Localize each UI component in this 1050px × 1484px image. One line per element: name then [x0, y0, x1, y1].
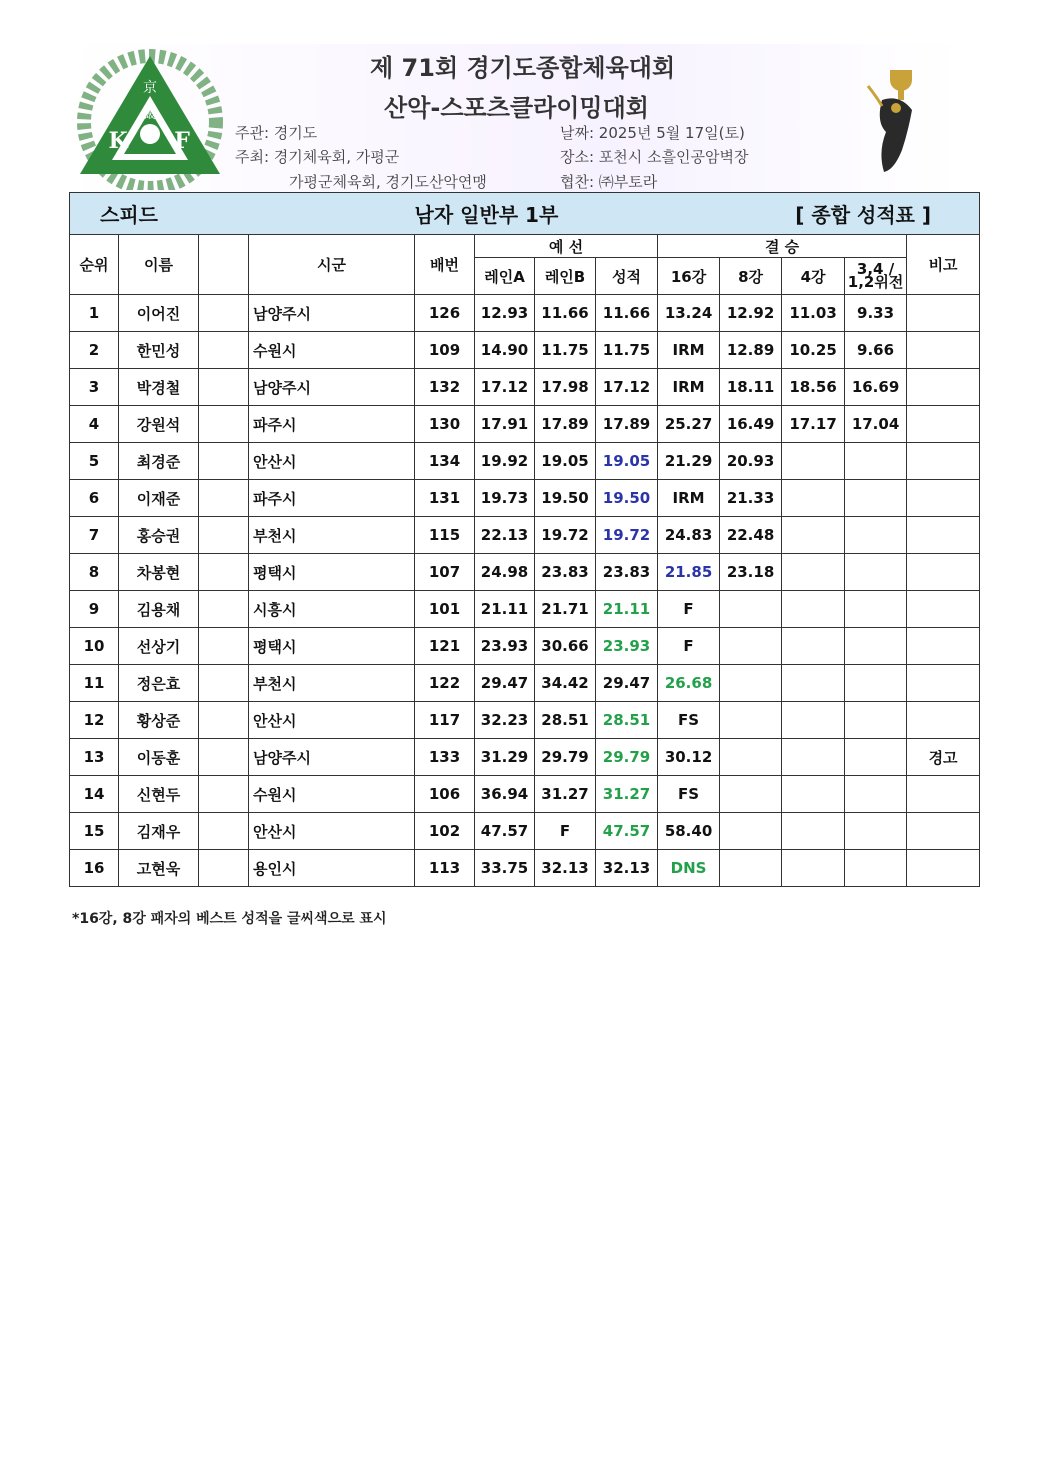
- medal-cell: 16.69: [845, 369, 907, 406]
- medal-cell: [845, 443, 907, 480]
- medal-cell: [845, 776, 907, 813]
- col-lane-b-header: 레인B: [535, 258, 596, 295]
- logo-letter-k: K: [108, 128, 128, 154]
- col-city-header: 시군: [249, 235, 415, 295]
- r16-cell: 58.40: [658, 813, 720, 850]
- note-cell: [907, 517, 980, 554]
- event-subtitle: 산악-스포츠클라이밍대회: [384, 94, 649, 122]
- bib-cell: 132: [415, 369, 475, 406]
- rank-cell: 2: [70, 332, 119, 369]
- col-result-header: 성적: [596, 258, 658, 295]
- result-cell: 23.83: [596, 554, 658, 591]
- r4-cell: 18.56: [782, 369, 845, 406]
- lane-a-cell: 29.47: [475, 665, 535, 702]
- blank-cell: [199, 480, 249, 517]
- table-row: [70, 665, 980, 702]
- medal-cell: 17.04: [845, 406, 907, 443]
- result-cell: 31.27: [596, 776, 658, 813]
- bib-cell: 133: [415, 739, 475, 776]
- rank-cell: 15: [70, 813, 119, 850]
- blank-cell: [199, 850, 249, 887]
- event-title: 제 71회 경기도종합체육대회: [370, 54, 676, 82]
- lane-a-cell: 31.29: [475, 739, 535, 776]
- bib-cell: 113: [415, 850, 475, 887]
- lane-a-cell: 22.13: [475, 517, 535, 554]
- lane-b-cell: 19.50: [535, 480, 596, 517]
- name-cell: 차봉현: [119, 554, 199, 591]
- result-cell: 19.05: [596, 443, 658, 480]
- r16-cell: DNS: [658, 850, 720, 887]
- result-cell: 19.72: [596, 517, 658, 554]
- table-row: [70, 369, 980, 406]
- lane-a-cell: 23.93: [475, 628, 535, 665]
- col-r16-header: 16강: [658, 258, 720, 295]
- lane-b-cell: 30.66: [535, 628, 596, 665]
- bib-cell: 134: [415, 443, 475, 480]
- lane-a-cell: 24.98: [475, 554, 535, 591]
- col-lane-a-header: 레인A: [475, 258, 535, 295]
- lane-b-cell: 23.83: [535, 554, 596, 591]
- result-cell: 17.89: [596, 406, 658, 443]
- rank-cell: 7: [70, 517, 119, 554]
- final-group-header: 결 승: [658, 235, 907, 258]
- note-cell: [907, 776, 980, 813]
- note-cell: [907, 628, 980, 665]
- lane-a-cell: 14.90: [475, 332, 535, 369]
- blank-cell: [199, 443, 249, 480]
- result-cell: 28.51: [596, 702, 658, 739]
- blank-cell: [199, 591, 249, 628]
- bib-cell: 102: [415, 813, 475, 850]
- col-name-header: 이름: [119, 235, 199, 295]
- bib-cell: 107: [415, 554, 475, 591]
- r4-cell: [782, 554, 845, 591]
- r16-cell: 26.68: [658, 665, 720, 702]
- table-title-row: [70, 193, 980, 235]
- results-table: [69, 192, 980, 887]
- r16-cell: F: [658, 628, 720, 665]
- rank-cell: 5: [70, 443, 119, 480]
- r16-cell: 24.83: [658, 517, 720, 554]
- name-cell: 신현두: [119, 776, 199, 813]
- lane-b-cell: 11.66: [535, 295, 596, 332]
- results-body: [70, 295, 980, 887]
- table-row: [70, 850, 980, 887]
- medal-cell: [845, 480, 907, 517]
- city-cell: 안산시: [249, 702, 415, 739]
- lane-b-cell: 17.98: [535, 369, 596, 406]
- r4-cell: [782, 443, 845, 480]
- lane-b-cell: 32.13: [535, 850, 596, 887]
- col-r4-header: 4강: [782, 258, 845, 295]
- table-row: [70, 332, 980, 369]
- sponsor-text: 협찬: ㈜부토라: [560, 173, 658, 191]
- climber-trophy-icon: [860, 66, 924, 176]
- lane-b-cell: 19.72: [535, 517, 596, 554]
- table-row: [70, 295, 980, 332]
- result-cell: 17.12: [596, 369, 658, 406]
- result-cell: 11.75: [596, 332, 658, 369]
- city-cell: 부천시: [249, 517, 415, 554]
- note-cell: [907, 665, 980, 702]
- rank-cell: 10: [70, 628, 119, 665]
- note-cell: [907, 406, 980, 443]
- name-cell: 정은효: [119, 665, 199, 702]
- r8-cell: [720, 850, 782, 887]
- medal-cell: [845, 850, 907, 887]
- name-cell: 최경준: [119, 443, 199, 480]
- lane-a-cell: 21.11: [475, 591, 535, 628]
- blank-cell: [199, 295, 249, 332]
- table-row: [70, 628, 980, 665]
- r8-cell: [720, 665, 782, 702]
- blank-cell: [199, 406, 249, 443]
- r8-cell: 20.93: [720, 443, 782, 480]
- result-cell: 29.47: [596, 665, 658, 702]
- bib-cell: 122: [415, 665, 475, 702]
- logo-letter-f: F: [174, 128, 190, 154]
- r4-cell: 11.03: [782, 295, 845, 332]
- city-cell: 시흥시: [249, 591, 415, 628]
- r4-cell: 17.17: [782, 406, 845, 443]
- division-label: 남자 일반부 1부: [415, 193, 720, 235]
- name-cell: 홍승권: [119, 517, 199, 554]
- blank-cell: [199, 665, 249, 702]
- table-row: [70, 480, 980, 517]
- r8-cell: 23.18: [720, 554, 782, 591]
- table-row: [70, 517, 980, 554]
- lane-b-cell: 17.89: [535, 406, 596, 443]
- blank-cell: [199, 628, 249, 665]
- lane-a-cell: 17.12: [475, 369, 535, 406]
- r8-cell: 18.11: [720, 369, 782, 406]
- blank-cell: [199, 369, 249, 406]
- host-text: 주최: 경기체육회, 가평군: [235, 148, 400, 166]
- event-label: 스피드: [70, 193, 415, 235]
- name-cell: 이재준: [119, 480, 199, 517]
- rank-cell: 6: [70, 480, 119, 517]
- r8-cell: [720, 702, 782, 739]
- result-cell: 23.93: [596, 628, 658, 665]
- sheet-type-label: [ 종합 성적표 ]: [720, 193, 980, 235]
- lane-a-cell: 12.93: [475, 295, 535, 332]
- r16-cell: 13.24: [658, 295, 720, 332]
- city-cell: 부천시: [249, 665, 415, 702]
- note-cell: [907, 591, 980, 628]
- col-blank-header: [199, 235, 249, 295]
- lane-b-cell: 11.75: [535, 332, 596, 369]
- name-cell: 김재우: [119, 813, 199, 850]
- r4-cell: [782, 591, 845, 628]
- r8-cell: [720, 776, 782, 813]
- name-cell: 한민성: [119, 332, 199, 369]
- note-cell: [907, 850, 980, 887]
- r8-cell: 16.49: [720, 406, 782, 443]
- note-cell: [907, 295, 980, 332]
- r16-cell: 21.29: [658, 443, 720, 480]
- city-cell: 안산시: [249, 813, 415, 850]
- medal-cell: [845, 628, 907, 665]
- r4-cell: [782, 480, 845, 517]
- lane-a-cell: 32.23: [475, 702, 535, 739]
- name-cell: 이어진: [119, 295, 199, 332]
- r4-cell: [782, 850, 845, 887]
- medal-cell: [845, 739, 907, 776]
- bib-cell: 131: [415, 480, 475, 517]
- bib-cell: 126: [415, 295, 475, 332]
- city-cell: 파주시: [249, 406, 415, 443]
- city-cell: 수원시: [249, 332, 415, 369]
- rank-cell: 1: [70, 295, 119, 332]
- col-bib-header: 배번: [415, 235, 475, 295]
- city-cell: 평택시: [249, 628, 415, 665]
- table-row: [70, 702, 980, 739]
- result-cell: 21.11: [596, 591, 658, 628]
- lane-b-cell: 29.79: [535, 739, 596, 776]
- bib-cell: 130: [415, 406, 475, 443]
- medal-cell: 9.33: [845, 295, 907, 332]
- rank-cell: 14: [70, 776, 119, 813]
- r8-cell: 21.33: [720, 480, 782, 517]
- rank-cell: 13: [70, 739, 119, 776]
- rank-cell: 12: [70, 702, 119, 739]
- city-cell: 남양주시: [249, 369, 415, 406]
- bib-cell: 117: [415, 702, 475, 739]
- lane-b-cell: 31.27: [535, 776, 596, 813]
- lane-a-cell: 17.91: [475, 406, 535, 443]
- note-cell: [907, 332, 980, 369]
- col-note-header: 비고: [907, 235, 980, 295]
- col-rank-header: 순위: [70, 235, 119, 295]
- logo-char-mid: 畿: [143, 107, 157, 121]
- footnote: *16강, 8강 패자의 베스트 성적을 글씨색으로 표시: [72, 911, 387, 927]
- table-row: [70, 591, 980, 628]
- blank-cell: [199, 813, 249, 850]
- r16-cell: 30.12: [658, 739, 720, 776]
- r8-cell: 12.92: [720, 295, 782, 332]
- lane-b-cell: 21.71: [535, 591, 596, 628]
- city-cell: 안산시: [249, 443, 415, 480]
- blank-cell: [199, 739, 249, 776]
- r4-cell: [782, 776, 845, 813]
- r8-cell: [720, 628, 782, 665]
- medal-cell: 9.66: [845, 332, 907, 369]
- lane-a-cell: 19.92: [475, 443, 535, 480]
- medal-cell: [845, 517, 907, 554]
- city-cell: 남양주시: [249, 739, 415, 776]
- name-cell: 선상기: [119, 628, 199, 665]
- city-cell: 수원시: [249, 776, 415, 813]
- host-text-2: 가평군체육회, 경기도산악연맹: [289, 173, 487, 191]
- city-cell: 용인시: [249, 850, 415, 887]
- rank-cell: 11: [70, 665, 119, 702]
- qual-group-header: 예 선: [475, 235, 658, 258]
- table-row: [70, 554, 980, 591]
- r4-cell: [782, 628, 845, 665]
- r16-cell: FS: [658, 702, 720, 739]
- note-cell: [907, 443, 980, 480]
- lane-a-cell: 47.57: [475, 813, 535, 850]
- bib-cell: 106: [415, 776, 475, 813]
- r16-cell: IRM: [658, 369, 720, 406]
- bib-cell: 101: [415, 591, 475, 628]
- r16-cell: IRM: [658, 480, 720, 517]
- medal-cell: [845, 813, 907, 850]
- name-cell: 박경철: [119, 369, 199, 406]
- note-cell: [907, 554, 980, 591]
- blank-cell: [199, 517, 249, 554]
- rank-cell: 8: [70, 554, 119, 591]
- lane-b-cell: F: [535, 813, 596, 850]
- r4-cell: [782, 665, 845, 702]
- r8-cell: [720, 739, 782, 776]
- rank-cell: 16: [70, 850, 119, 887]
- name-cell: 이동훈: [119, 739, 199, 776]
- r8-cell: 12.89: [720, 332, 782, 369]
- r4-cell: [782, 517, 845, 554]
- result-cell: 29.79: [596, 739, 658, 776]
- lane-a-cell: 36.94: [475, 776, 535, 813]
- lane-a-cell: 33.75: [475, 850, 535, 887]
- lane-b-cell: 19.05: [535, 443, 596, 480]
- header-row-1: [70, 235, 980, 258]
- note-cell: 경고: [907, 739, 980, 776]
- rank-cell: 4: [70, 406, 119, 443]
- blank-cell: [199, 332, 249, 369]
- r8-cell: [720, 813, 782, 850]
- city-cell: 남양주시: [249, 295, 415, 332]
- medal-cell: [845, 702, 907, 739]
- note-cell: [907, 480, 980, 517]
- result-cell: 11.66: [596, 295, 658, 332]
- result-cell: 32.13: [596, 850, 658, 887]
- r16-cell: F: [658, 591, 720, 628]
- venue-text: 장소: 포천시 소흘인공암벽장: [560, 148, 749, 166]
- r4-cell: [782, 813, 845, 850]
- blank-cell: [199, 554, 249, 591]
- result-cell: 19.50: [596, 480, 658, 517]
- name-cell: 강원석: [119, 406, 199, 443]
- bib-cell: 121: [415, 628, 475, 665]
- r8-cell: 22.48: [720, 517, 782, 554]
- note-cell: [907, 702, 980, 739]
- r16-cell: FS: [658, 776, 720, 813]
- bib-cell: 109: [415, 332, 475, 369]
- medal-cell: [845, 665, 907, 702]
- rank-cell: 3: [70, 369, 119, 406]
- name-cell: 고현욱: [119, 850, 199, 887]
- table-row: [70, 776, 980, 813]
- r4-cell: [782, 739, 845, 776]
- note-cell: [907, 813, 980, 850]
- col-medal-header: 3,4 / 1,2위전: [845, 258, 907, 295]
- r16-cell: IRM: [658, 332, 720, 369]
- col-r8-header: 8강: [720, 258, 782, 295]
- medal-cell: [845, 591, 907, 628]
- lane-a-cell: 19.73: [475, 480, 535, 517]
- name-cell: 황상준: [119, 702, 199, 739]
- result-cell: 47.57: [596, 813, 658, 850]
- table-row: [70, 443, 980, 480]
- table-row: [70, 813, 980, 850]
- city-cell: 평택시: [249, 554, 415, 591]
- table-row: [70, 739, 980, 776]
- lane-b-cell: 28.51: [535, 702, 596, 739]
- bib-cell: 115: [415, 517, 475, 554]
- r8-cell: [720, 591, 782, 628]
- blank-cell: [199, 776, 249, 813]
- blank-cell: [199, 702, 249, 739]
- medal-cell: [845, 554, 907, 591]
- date-text: 날짜: 2025년 5월 17일(토): [560, 124, 745, 142]
- city-cell: 파주시: [249, 480, 415, 517]
- r4-cell: 10.25: [782, 332, 845, 369]
- name-cell: 김용채: [119, 591, 199, 628]
- logo-char-top: 京: [143, 80, 157, 96]
- rank-cell: 9: [70, 591, 119, 628]
- lane-b-cell: 34.42: [535, 665, 596, 702]
- association-logo: [72, 48, 228, 190]
- organizer-text: 주관: 경기도: [235, 124, 318, 142]
- table-row: [70, 406, 980, 443]
- note-cell: [907, 369, 980, 406]
- r16-cell: 25.27: [658, 406, 720, 443]
- r4-cell: [782, 702, 845, 739]
- r16-cell: 21.85: [658, 554, 720, 591]
